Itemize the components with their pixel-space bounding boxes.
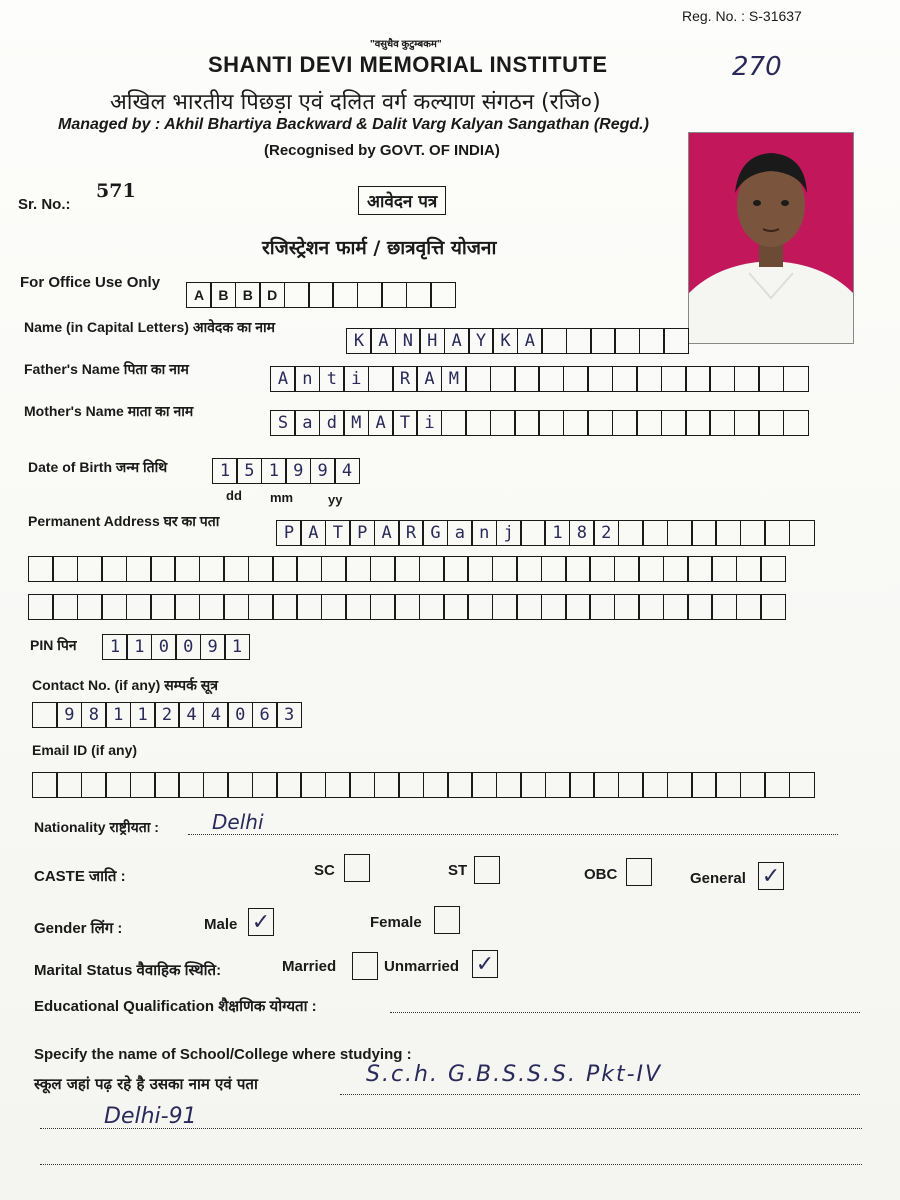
address-box[interactable] xyxy=(663,594,689,620)
father-box[interactable] xyxy=(368,366,394,392)
office-box[interactable] xyxy=(308,282,334,308)
father-box[interactable]: n xyxy=(294,366,320,392)
mother-box[interactable] xyxy=(758,410,784,436)
contact-box[interactable]: 2 xyxy=(154,702,180,728)
school-line-1 xyxy=(340,1094,860,1095)
caste-st-label: ST xyxy=(448,862,468,879)
father-box[interactable] xyxy=(709,366,735,392)
mother-box[interactable]: a xyxy=(294,410,320,436)
address-box[interactable] xyxy=(760,594,786,620)
office-use-boxes[interactable] xyxy=(186,282,454,308)
father-box[interactable]: A xyxy=(416,366,442,392)
mother-box[interactable]: M xyxy=(343,410,369,436)
mother-box[interactable] xyxy=(441,410,467,436)
contact-boxes[interactable] xyxy=(32,702,300,728)
father-box[interactable] xyxy=(734,366,760,392)
address-box[interactable] xyxy=(667,520,693,546)
address-box[interactable] xyxy=(223,594,249,620)
father-box[interactable]: t xyxy=(319,366,345,392)
name-box[interactable] xyxy=(541,328,567,354)
mother-box[interactable] xyxy=(734,410,760,436)
office-box[interactable] xyxy=(332,282,358,308)
application-label: आवेदन पत्र xyxy=(358,186,446,215)
address-row-1[interactable] xyxy=(276,520,813,546)
mother-box[interactable] xyxy=(685,410,711,436)
address-box[interactable] xyxy=(638,594,664,620)
address-box[interactable] xyxy=(101,594,127,620)
address-box[interactable] xyxy=(565,594,591,620)
pin-box[interactable]: 0 xyxy=(151,634,177,660)
email-box[interactable] xyxy=(423,772,449,798)
email-boxes[interactable] xyxy=(32,772,813,798)
email-box[interactable] xyxy=(691,772,717,798)
email-box[interactable] xyxy=(447,772,473,798)
email-box[interactable] xyxy=(545,772,571,798)
mother-box[interactable] xyxy=(514,410,540,436)
office-box[interactable]: D xyxy=(259,282,285,308)
address-box[interactable] xyxy=(77,594,103,620)
name-box[interactable]: A xyxy=(444,328,470,354)
name-box[interactable]: H xyxy=(419,328,445,354)
contact-box[interactable]: 1 xyxy=(130,702,156,728)
office-use-label: For Office Use Only xyxy=(20,274,161,291)
school-label: Specify the name of School/College where studying : xyxy=(34,1046,412,1063)
father-box[interactable]: R xyxy=(392,366,418,392)
mother-box[interactable]: A xyxy=(368,410,394,436)
mother-name-label: Mother's Name माता का नाम xyxy=(24,403,194,419)
father-box[interactable] xyxy=(563,366,589,392)
caste-general-checkbox[interactable]: ✓ xyxy=(758,862,784,890)
address-row-3[interactable] xyxy=(28,594,785,620)
address-box[interactable] xyxy=(642,520,668,546)
father-box[interactable] xyxy=(661,366,687,392)
reg-number: Reg. No. : S-31637 xyxy=(682,8,802,24)
email-box[interactable] xyxy=(130,772,156,798)
address-box[interactable] xyxy=(199,556,225,582)
office-box[interactable] xyxy=(357,282,383,308)
address-box[interactable] xyxy=(711,556,737,582)
address-box[interactable]: A xyxy=(300,520,326,546)
office-box[interactable]: B xyxy=(235,282,261,308)
address-row-2[interactable] xyxy=(28,556,785,582)
caste-general-label: General xyxy=(690,870,746,887)
address-box[interactable] xyxy=(715,520,741,546)
address-box[interactable] xyxy=(394,594,420,620)
father-box[interactable] xyxy=(465,366,491,392)
address-box[interactable] xyxy=(687,556,713,582)
father-box[interactable] xyxy=(612,366,638,392)
pin-box[interactable]: 1 xyxy=(224,634,250,660)
address-box[interactable] xyxy=(736,594,762,620)
applicant-photo xyxy=(688,132,854,344)
address-box[interactable] xyxy=(126,556,152,582)
school-value-2[interactable]: Delhi-91 xyxy=(104,1104,197,1129)
managed-by: Managed by : Akhil Bhartiya Backward & Dalit Varg Kalyan Sangathan (Regd.) xyxy=(58,116,649,133)
address-box[interactable] xyxy=(760,556,786,582)
address-box[interactable]: P xyxy=(349,520,375,546)
handwritten-number: 270 xyxy=(732,52,782,82)
contact-box[interactable]: 3 xyxy=(276,702,302,728)
email-box[interactable] xyxy=(349,772,375,798)
email-box[interactable] xyxy=(178,772,204,798)
caste-label: CASTE जाति : xyxy=(34,868,126,885)
father-box[interactable] xyxy=(758,366,784,392)
address-box[interactable] xyxy=(345,594,371,620)
email-box[interactable] xyxy=(276,772,302,798)
person-photo-icon xyxy=(689,133,853,343)
marital-unmarried-label: Unmarried xyxy=(384,958,460,975)
address-box[interactable] xyxy=(638,556,664,582)
address-box[interactable] xyxy=(199,594,225,620)
address-box[interactable] xyxy=(296,594,322,620)
caste-obc-checkbox[interactable] xyxy=(626,858,652,886)
caste-sc-label: SC xyxy=(314,862,335,879)
sr-no-label: Sr. No.: xyxy=(18,196,71,213)
contact-box[interactable]: 6 xyxy=(252,702,278,728)
address-box[interactable] xyxy=(589,594,615,620)
father-name-boxes[interactable] xyxy=(270,366,807,392)
gender-male-checkbox[interactable]: ✓ xyxy=(248,908,274,936)
mother-box[interactable] xyxy=(661,410,687,436)
address-box[interactable] xyxy=(443,556,469,582)
mother-box[interactable] xyxy=(465,410,491,436)
office-box[interactable] xyxy=(381,282,407,308)
name-box[interactable] xyxy=(590,328,616,354)
office-box[interactable] xyxy=(406,282,432,308)
marital-married-label: Married xyxy=(282,958,337,975)
recognised-text: (Recognised by GOVT. OF INDIA) xyxy=(264,142,500,159)
email-box[interactable] xyxy=(715,772,741,798)
email-box[interactable] xyxy=(105,772,131,798)
address-box[interactable] xyxy=(614,556,640,582)
address-box[interactable] xyxy=(223,556,249,582)
gender-female-label: Female xyxy=(370,914,422,931)
name-box[interactable]: K xyxy=(346,328,372,354)
address-box[interactable] xyxy=(589,556,615,582)
email-box[interactable] xyxy=(520,772,546,798)
address-box[interactable] xyxy=(443,594,469,620)
caste-st-checkbox[interactable] xyxy=(474,856,500,884)
contact-box[interactable]: 0 xyxy=(227,702,253,728)
email-box[interactable] xyxy=(642,772,668,798)
address-box[interactable] xyxy=(419,594,445,620)
address-box[interactable] xyxy=(52,594,78,620)
education-label: Educational Qualification शैक्षणिक योग्यता : xyxy=(34,998,317,1015)
address-box[interactable] xyxy=(28,556,54,582)
address-box[interactable] xyxy=(77,556,103,582)
name-box[interactable]: A xyxy=(517,328,543,354)
address-box[interactable] xyxy=(467,556,493,582)
mother-box[interactable]: d xyxy=(319,410,345,436)
email-box[interactable] xyxy=(667,772,693,798)
father-box[interactable] xyxy=(636,366,662,392)
mother-box[interactable] xyxy=(612,410,638,436)
pin-box[interactable]: 1 xyxy=(126,634,152,660)
father-box[interactable] xyxy=(783,366,809,392)
name-box[interactable]: K xyxy=(492,328,518,354)
address-box[interactable] xyxy=(520,520,546,546)
father-box[interactable]: M xyxy=(441,366,467,392)
name-box[interactable] xyxy=(566,328,592,354)
name-box[interactable] xyxy=(663,328,689,354)
dob-mm: mm xyxy=(270,490,294,505)
address-box[interactable] xyxy=(150,556,176,582)
office-box[interactable] xyxy=(430,282,456,308)
address-box[interactable] xyxy=(296,556,322,582)
form-title: रजिस्ट्रेशन फार्म / छात्रवृत्ति योजना xyxy=(262,237,497,259)
mother-box[interactable]: T xyxy=(392,410,418,436)
address-box[interactable] xyxy=(345,556,371,582)
nationality-line xyxy=(188,834,838,835)
contact-box[interactable]: 4 xyxy=(178,702,204,728)
email-box[interactable] xyxy=(252,772,278,798)
address-box[interactable] xyxy=(492,556,518,582)
dob-dd: dd xyxy=(226,488,242,503)
email-box[interactable] xyxy=(593,772,619,798)
father-box[interactable] xyxy=(685,366,711,392)
name-box[interactable] xyxy=(639,328,665,354)
pin-box[interactable]: 0 xyxy=(175,634,201,660)
address-box[interactable]: 2 xyxy=(593,520,619,546)
institute-name: SHANTI DEVI MEMORIAL INSTITUTE xyxy=(208,52,608,77)
address-box[interactable]: j xyxy=(496,520,522,546)
name-box[interactable]: N xyxy=(395,328,421,354)
email-box[interactable] xyxy=(496,772,522,798)
email-box[interactable] xyxy=(618,772,644,798)
email-label: Email ID (if any) xyxy=(32,742,138,758)
mother-box[interactable]: S xyxy=(270,410,296,436)
address-box[interactable] xyxy=(101,556,127,582)
address-box[interactable]: a xyxy=(447,520,473,546)
address-box[interactable]: n xyxy=(471,520,497,546)
dob-box[interactable]: 1 xyxy=(212,458,238,484)
address-box[interactable] xyxy=(52,556,78,582)
email-box[interactable] xyxy=(203,772,229,798)
dob-box[interactable]: 1 xyxy=(261,458,287,484)
dob-yy: yy xyxy=(328,492,343,507)
contact-box[interactable]: 1 xyxy=(105,702,131,728)
address-box[interactable] xyxy=(467,594,493,620)
address-box[interactable] xyxy=(711,594,737,620)
email-box[interactable] xyxy=(471,772,497,798)
contact-box[interactable]: 4 xyxy=(203,702,229,728)
email-box[interactable] xyxy=(398,772,424,798)
address-box[interactable] xyxy=(541,594,567,620)
address-box[interactable] xyxy=(321,594,347,620)
caste-sc-checkbox[interactable] xyxy=(344,854,370,882)
address-box[interactable]: T xyxy=(325,520,351,546)
address-box[interactable] xyxy=(321,556,347,582)
email-box[interactable] xyxy=(56,772,82,798)
address-box[interactable] xyxy=(272,594,298,620)
father-box[interactable]: i xyxy=(343,366,369,392)
gender-female-checkbox[interactable] xyxy=(434,906,460,934)
mother-box[interactable] xyxy=(783,410,809,436)
school-hindi-label: स्कूल जहां पढ़ रहे है उसका नाम एवं पता xyxy=(34,1075,258,1093)
education-line[interactable] xyxy=(390,1012,860,1013)
address-box[interactable] xyxy=(394,556,420,582)
email-box[interactable] xyxy=(374,772,400,798)
father-box[interactable] xyxy=(587,366,613,392)
pin-box[interactable]: 9 xyxy=(200,634,226,660)
father-box[interactable] xyxy=(490,366,516,392)
nationality-value[interactable]: Delhi xyxy=(212,810,264,834)
gender-label: Gender लिंग : xyxy=(34,920,123,937)
contact-label: Contact No. (if any) सम्पर्क सूत्र xyxy=(32,677,218,693)
father-box[interactable] xyxy=(514,366,540,392)
address-box[interactable]: 8 xyxy=(569,520,595,546)
hindi-org-name: अखिल भारतीय पिछड़ा एवं दलित वर्ग कल्याण संगठन (रजि०) xyxy=(110,90,601,115)
address-box[interactable] xyxy=(248,556,274,582)
pin-box[interactable]: 1 xyxy=(102,634,128,660)
address-box[interactable] xyxy=(419,556,445,582)
address-box[interactable]: P xyxy=(276,520,302,546)
school-value[interactable]: S.c.h. G.B.S.S.S. Pkt-IV xyxy=(366,1062,663,1087)
address-box[interactable] xyxy=(370,594,396,620)
address-box[interactable] xyxy=(248,594,274,620)
address-box[interactable]: 1 xyxy=(544,520,570,546)
address-box[interactable]: R xyxy=(398,520,424,546)
sr-no-value: 571 xyxy=(96,180,136,202)
mother-box[interactable] xyxy=(538,410,564,436)
email-box[interactable] xyxy=(300,772,326,798)
email-box[interactable] xyxy=(740,772,766,798)
dob-boxes[interactable] xyxy=(212,458,358,484)
mother-box[interactable]: i xyxy=(416,410,442,436)
name-box[interactable]: Y xyxy=(468,328,494,354)
address-box[interactable] xyxy=(174,556,200,582)
address-box[interactable] xyxy=(614,594,640,620)
dob-label: Date of Birth जन्म तिथि xyxy=(28,459,168,475)
address-box[interactable] xyxy=(541,556,567,582)
address-box[interactable] xyxy=(663,556,689,582)
mother-box[interactable] xyxy=(587,410,613,436)
name-label: Name (in Capital Letters) आवेदक का नाम xyxy=(24,319,276,335)
office-box[interactable] xyxy=(284,282,310,308)
contact-box[interactable] xyxy=(32,702,58,728)
contact-box[interactable]: 9 xyxy=(56,702,82,728)
motto: "वसुधैव कुटुम्बकम" xyxy=(370,39,442,50)
marital-unmarried-checkbox[interactable]: ✓ xyxy=(472,950,498,978)
email-box[interactable] xyxy=(764,772,790,798)
email-box[interactable] xyxy=(154,772,180,798)
name-box[interactable]: A xyxy=(370,328,396,354)
email-box[interactable] xyxy=(325,772,351,798)
address-box[interactable] xyxy=(272,556,298,582)
address-box[interactable] xyxy=(736,556,762,582)
mother-box[interactable] xyxy=(636,410,662,436)
email-box[interactable] xyxy=(81,772,107,798)
address-box[interactable] xyxy=(492,594,518,620)
address-box[interactable] xyxy=(789,520,815,546)
name-box[interactable] xyxy=(614,328,640,354)
caste-obc-label: OBC xyxy=(584,866,618,883)
address-box[interactable] xyxy=(618,520,644,546)
mother-box[interactable] xyxy=(709,410,735,436)
nationality-label: Nationality राष्ट्रीयता : xyxy=(34,819,159,835)
gender-male-label: Male xyxy=(204,916,238,933)
dob-box[interactable]: 4 xyxy=(334,458,360,484)
father-box[interactable] xyxy=(538,366,564,392)
address-box[interactable]: A xyxy=(374,520,400,546)
address-box[interactable] xyxy=(516,556,542,582)
address-box[interactable] xyxy=(764,520,790,546)
dob-box[interactable]: 5 xyxy=(236,458,262,484)
marital-married-checkbox[interactable] xyxy=(352,952,378,980)
name-boxes[interactable] xyxy=(346,328,688,354)
address-box[interactable] xyxy=(126,594,152,620)
school-line-3 xyxy=(40,1164,862,1165)
address-box[interactable] xyxy=(516,594,542,620)
address-box[interactable] xyxy=(28,594,54,620)
address-box[interactable]: G xyxy=(422,520,448,546)
office-box[interactable]: B xyxy=(210,282,236,308)
contact-box[interactable]: 8 xyxy=(81,702,107,728)
address-label: Permanent Address घर का पता xyxy=(28,513,220,529)
pin-boxes[interactable] xyxy=(102,634,248,660)
mother-box[interactable] xyxy=(563,410,589,436)
marital-label: Marital Status वैवाहिक स्थिति: xyxy=(34,962,222,979)
address-box[interactable] xyxy=(740,520,766,546)
email-box[interactable] xyxy=(569,772,595,798)
address-box[interactable] xyxy=(150,594,176,620)
mother-name-boxes[interactable] xyxy=(270,410,807,436)
dob-box[interactable]: 9 xyxy=(310,458,336,484)
address-box[interactable] xyxy=(687,594,713,620)
email-box[interactable] xyxy=(227,772,253,798)
father-box[interactable]: A xyxy=(270,366,296,392)
address-box[interactable] xyxy=(174,594,200,620)
father-name-label: Father's Name पिता का नाम xyxy=(24,361,189,377)
dob-box[interactable]: 9 xyxy=(285,458,311,484)
mother-box[interactable] xyxy=(490,410,516,436)
address-box[interactable] xyxy=(691,520,717,546)
email-box[interactable] xyxy=(789,772,815,798)
pin-label: PIN पिन xyxy=(30,637,77,653)
address-box[interactable] xyxy=(370,556,396,582)
address-box[interactable] xyxy=(565,556,591,582)
email-box[interactable] xyxy=(32,772,58,798)
office-box[interactable]: A xyxy=(186,282,212,308)
